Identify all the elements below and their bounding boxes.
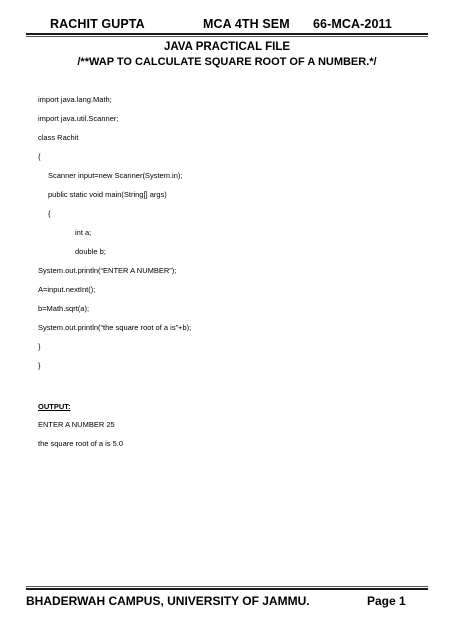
code-line: System.out.println(“ENTER A NUMBER”); xyxy=(38,266,177,275)
code-line: Scanner input=new Scanner(System.in); xyxy=(48,171,183,180)
header-roll-number: 66-MCA-2011 xyxy=(313,17,392,31)
output-line: the square root of a is 5.0 xyxy=(38,439,124,448)
code-line: import java.lang.Math; xyxy=(38,95,112,104)
code-line: b=Math.sqrt(a); xyxy=(38,304,90,313)
code-line: } xyxy=(38,361,41,370)
header-semester: MCA 4TH SEM xyxy=(203,17,290,31)
footer-rule-thin xyxy=(26,586,428,587)
program-description: /**WAP TO CALCULATE SQUARE ROOT OF A NUMBER.*/ xyxy=(77,56,377,68)
code-line: import java.util.Scanner; xyxy=(38,114,119,123)
header-rule-thin xyxy=(26,36,428,37)
code-line: } xyxy=(38,342,41,351)
page-title: JAVA PRACTICAL FILE xyxy=(163,41,291,53)
code-line: A=input.nextInt(); xyxy=(38,285,96,294)
footer-rule xyxy=(26,588,428,590)
footer-campus: BHADERWAH CAMPUS, UNIVERSITY OF JAMMU. xyxy=(26,594,310,608)
code-line: double b; xyxy=(75,247,106,256)
code-line: public static void main(String[] args) xyxy=(48,190,167,199)
code-line: int a; xyxy=(75,228,92,237)
code-line: { xyxy=(38,152,41,161)
header-rule xyxy=(26,33,428,35)
code-line: System.out.println(“the square root of a is”+b); xyxy=(38,323,192,332)
page-number: Page 1 xyxy=(367,594,406,608)
code-line: { xyxy=(48,209,51,218)
header-author-name: RACHIT GUPTA xyxy=(50,17,145,31)
code-line: class Rachit xyxy=(38,133,79,142)
output-line: ENTER A NUMBER 25 xyxy=(38,420,115,429)
output-heading: OUTPUT: xyxy=(38,402,71,411)
